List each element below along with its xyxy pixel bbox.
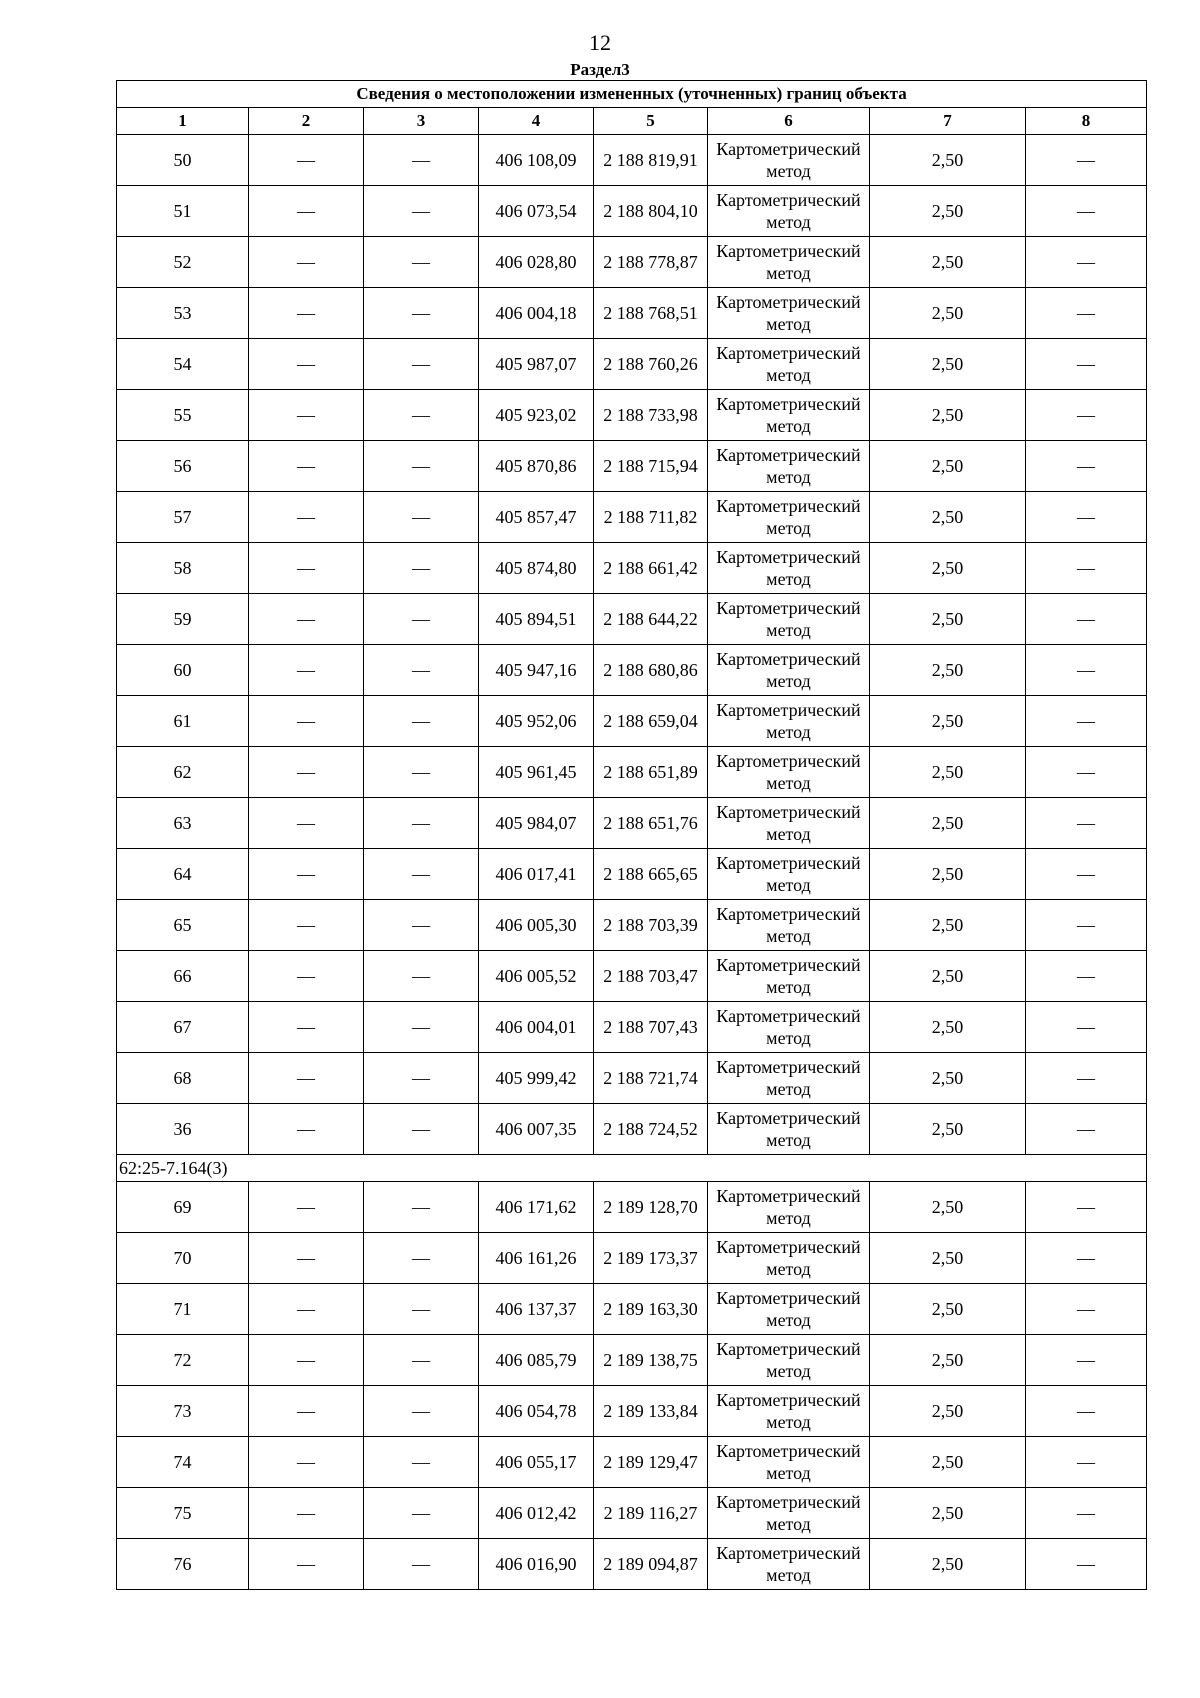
old-x-cell: — <box>249 594 364 645</box>
accuracy-cell: 2,50 <box>870 135 1026 186</box>
accuracy-cell: 2,50 <box>870 849 1026 900</box>
new-x-cell: 406 171,62 <box>479 1182 594 1233</box>
new-y-cell: 2 188 665,65 <box>594 849 708 900</box>
old-y-cell: — <box>364 1002 479 1053</box>
accuracy-cell: 2,50 <box>870 1437 1026 1488</box>
point-number: 72 <box>117 1335 249 1386</box>
new-x-cell: 406 137,37 <box>479 1284 594 1335</box>
new-y-cell: 2 189 163,30 <box>594 1284 708 1335</box>
description-cell: — <box>1026 798 1147 849</box>
new-y-cell: 2 188 644,22 <box>594 594 708 645</box>
old-y-cell: — <box>364 594 479 645</box>
description-cell: — <box>1026 1233 1147 1284</box>
description-cell: — <box>1026 645 1147 696</box>
point-number: 63 <box>117 798 249 849</box>
column-number: 6 <box>708 108 870 135</box>
new-y-cell: 2 188 721,74 <box>594 1053 708 1104</box>
new-y-cell: 2 188 715,94 <box>594 441 708 492</box>
new-y-cell: 2 189 173,37 <box>594 1233 708 1284</box>
new-x-cell: 406 007,35 <box>479 1104 594 1155</box>
old-y-cell: — <box>364 696 479 747</box>
new-y-cell: 2 188 661,42 <box>594 543 708 594</box>
new-x-cell: 406 028,80 <box>479 237 594 288</box>
new-x-cell: 406 108,09 <box>479 135 594 186</box>
old-x-cell: — <box>249 1539 364 1590</box>
new-x-cell: 405 984,07 <box>479 798 594 849</box>
new-y-cell: 2 189 129,47 <box>594 1437 708 1488</box>
method-cell: Картометрический метод <box>708 492 870 543</box>
new-x-cell: 406 055,17 <box>479 1437 594 1488</box>
old-y-cell: — <box>364 849 479 900</box>
point-number: 76 <box>117 1539 249 1590</box>
accuracy-cell: 2,50 <box>870 237 1026 288</box>
new-x-cell: 406 161,26 <box>479 1233 594 1284</box>
method-cell: Картометрический метод <box>708 1233 870 1284</box>
group-label-row <box>117 1155 1147 1182</box>
method-cell: Картометрический метод <box>708 1053 870 1104</box>
accuracy-cell: 2,50 <box>870 1104 1026 1155</box>
old-y-cell: — <box>364 1488 479 1539</box>
new-y-cell: 2 189 128,70 <box>594 1182 708 1233</box>
description-cell: — <box>1026 543 1147 594</box>
table-row <box>117 237 1147 288</box>
column-number: 2 <box>249 108 364 135</box>
point-number: 68 <box>117 1053 249 1104</box>
description-cell: — <box>1026 594 1147 645</box>
table-row <box>117 849 1147 900</box>
method-cell: Картометрический метод <box>708 747 870 798</box>
old-y-cell: — <box>364 900 479 951</box>
new-y-cell: 2 189 133,84 <box>594 1386 708 1437</box>
new-y-cell: 2 188 651,76 <box>594 798 708 849</box>
description-cell: — <box>1026 1002 1147 1053</box>
method-cell: Картометрический метод <box>708 186 870 237</box>
method-cell: Картометрический метод <box>708 1386 870 1437</box>
point-number: 66 <box>117 951 249 1002</box>
table-row <box>117 135 1147 186</box>
description-cell: — <box>1026 492 1147 543</box>
new-y-cell: 2 189 116,27 <box>594 1488 708 1539</box>
description-cell: — <box>1026 186 1147 237</box>
accuracy-cell: 2,50 <box>870 1002 1026 1053</box>
accuracy-cell: 2,50 <box>870 798 1026 849</box>
old-y-cell: — <box>364 135 479 186</box>
table-row <box>117 900 1147 951</box>
new-y-cell: 2 188 819,91 <box>594 135 708 186</box>
method-cell: Картометрический метод <box>708 1002 870 1053</box>
description-cell: — <box>1026 1335 1147 1386</box>
old-x-cell: — <box>249 492 364 543</box>
table-row <box>117 1053 1147 1104</box>
table-row <box>117 1386 1147 1437</box>
point-number: 55 <box>117 390 249 441</box>
point-number: 61 <box>117 696 249 747</box>
new-y-cell: 2 189 094,87 <box>594 1539 708 1590</box>
old-x-cell: — <box>249 645 364 696</box>
old-y-cell: — <box>364 288 479 339</box>
point-number: 64 <box>117 849 249 900</box>
accuracy-cell: 2,50 <box>870 900 1026 951</box>
accuracy-cell: 2,50 <box>870 645 1026 696</box>
new-y-cell: 2 188 804,10 <box>594 186 708 237</box>
accuracy-cell: 2,50 <box>870 1386 1026 1437</box>
point-number: 50 <box>117 135 249 186</box>
table-row <box>117 543 1147 594</box>
description-cell: — <box>1026 1539 1147 1590</box>
section-title: Раздел3 <box>570 60 630 79</box>
description-cell: — <box>1026 288 1147 339</box>
boundary-coordinates-table <box>116 80 1147 1590</box>
old-y-cell: — <box>364 1437 479 1488</box>
column-number: 1 <box>117 108 249 135</box>
old-y-cell: — <box>364 1539 479 1590</box>
accuracy-cell: 2,50 <box>870 492 1026 543</box>
new-x-cell: 405 987,07 <box>479 339 594 390</box>
old-x-cell: — <box>249 390 364 441</box>
new-x-cell: 405 947,16 <box>479 645 594 696</box>
column-number: 8 <box>1026 108 1147 135</box>
old-y-cell: — <box>364 441 479 492</box>
method-cell: Картометрический метод <box>708 1488 870 1539</box>
old-y-cell: — <box>364 1284 479 1335</box>
old-x-cell: — <box>249 951 364 1002</box>
method-cell: Картометрический метод <box>708 1182 870 1233</box>
old-x-cell: — <box>249 1182 364 1233</box>
old-y-cell: — <box>364 1233 479 1284</box>
old-x-cell: — <box>249 1233 364 1284</box>
new-x-cell: 406 017,41 <box>479 849 594 900</box>
description-cell: — <box>1026 390 1147 441</box>
point-number: 54 <box>117 339 249 390</box>
point-number: 69 <box>117 1182 249 1233</box>
method-cell: Картометрический метод <box>708 951 870 1002</box>
old-x-cell: — <box>249 1053 364 1104</box>
point-number: 51 <box>117 186 249 237</box>
new-y-cell: 2 188 760,26 <box>594 339 708 390</box>
old-x-cell: — <box>249 1104 364 1155</box>
new-y-cell: 2 188 707,43 <box>594 1002 708 1053</box>
accuracy-cell: 2,50 <box>870 339 1026 390</box>
method-cell: Картометрический метод <box>708 1104 870 1155</box>
table-row <box>117 1104 1147 1155</box>
accuracy-cell: 2,50 <box>870 594 1026 645</box>
old-x-cell: — <box>249 288 364 339</box>
point-number: 75 <box>117 1488 249 1539</box>
method-cell: Картометрический метод <box>708 1335 870 1386</box>
old-y-cell: — <box>364 1335 479 1386</box>
new-x-cell: 405 961,45 <box>479 747 594 798</box>
table-row <box>117 288 1147 339</box>
old-y-cell: — <box>364 339 479 390</box>
table-row <box>117 1539 1147 1590</box>
accuracy-cell: 2,50 <box>870 288 1026 339</box>
accuracy-cell: 2,50 <box>870 441 1026 492</box>
table-caption-row <box>117 81 1147 108</box>
table-row <box>117 747 1147 798</box>
table-row <box>117 1233 1147 1284</box>
accuracy-cell: 2,50 <box>870 951 1026 1002</box>
description-cell: — <box>1026 135 1147 186</box>
old-y-cell: — <box>364 1104 479 1155</box>
old-x-cell: — <box>249 186 364 237</box>
old-x-cell: — <box>249 441 364 492</box>
accuracy-cell: 2,50 <box>870 543 1026 594</box>
column-number: 5 <box>594 108 708 135</box>
table-row <box>117 951 1147 1002</box>
old-x-cell: — <box>249 543 364 594</box>
point-number: 62 <box>117 747 249 798</box>
point-number: 60 <box>117 645 249 696</box>
accuracy-cell: 2,50 <box>870 1182 1026 1233</box>
new-x-cell: 406 005,30 <box>479 900 594 951</box>
method-cell: Картометрический метод <box>708 849 870 900</box>
table-row <box>117 1182 1147 1233</box>
accuracy-cell: 2,50 <box>870 1488 1026 1539</box>
old-x-cell: — <box>249 1488 364 1539</box>
point-number: 73 <box>117 1386 249 1437</box>
point-number: 67 <box>117 1002 249 1053</box>
new-x-cell: 406 012,42 <box>479 1488 594 1539</box>
old-x-cell: — <box>249 237 364 288</box>
new-y-cell: 2 189 138,75 <box>594 1335 708 1386</box>
page-number: 12 <box>589 30 611 55</box>
new-x-cell: 406 085,79 <box>479 1335 594 1386</box>
old-y-cell: — <box>364 390 479 441</box>
new-x-cell: 406 004,01 <box>479 1002 594 1053</box>
old-x-cell: — <box>249 849 364 900</box>
accuracy-cell: 2,50 <box>870 1539 1026 1590</box>
accuracy-cell: 2,50 <box>870 696 1026 747</box>
point-number: 56 <box>117 441 249 492</box>
table-row <box>117 390 1147 441</box>
column-number: 7 <box>870 108 1026 135</box>
old-x-cell: — <box>249 798 364 849</box>
description-cell: — <box>1026 1386 1147 1437</box>
table-caption: Сведения о местоположении измененных (уточненных) границ объекта <box>117 81 1147 108</box>
old-x-cell: — <box>249 900 364 951</box>
description-cell: — <box>1026 1104 1147 1155</box>
old-x-cell: — <box>249 1284 364 1335</box>
method-cell: Картометрический метод <box>708 594 870 645</box>
new-y-cell: 2 188 651,89 <box>594 747 708 798</box>
old-x-cell: — <box>249 339 364 390</box>
method-cell: Картометрический метод <box>708 237 870 288</box>
new-x-cell: 406 073,54 <box>479 186 594 237</box>
column-number-row <box>117 108 1147 135</box>
new-y-cell: 2 188 659,04 <box>594 696 708 747</box>
old-y-cell: — <box>364 1182 479 1233</box>
new-y-cell: 2 188 733,98 <box>594 390 708 441</box>
method-cell: Картометрический метод <box>708 696 870 747</box>
point-number: 74 <box>117 1437 249 1488</box>
table-row <box>117 594 1147 645</box>
new-y-cell: 2 188 778,87 <box>594 237 708 288</box>
new-y-cell: 2 188 768,51 <box>594 288 708 339</box>
method-cell: Картометрический метод <box>708 900 870 951</box>
old-x-cell: — <box>249 696 364 747</box>
old-x-cell: — <box>249 135 364 186</box>
old-y-cell: — <box>364 951 479 1002</box>
new-x-cell: 406 004,18 <box>479 288 594 339</box>
table-row <box>117 1335 1147 1386</box>
table-row <box>117 696 1147 747</box>
description-cell: — <box>1026 339 1147 390</box>
table-row <box>117 1437 1147 1488</box>
point-number: 71 <box>117 1284 249 1335</box>
method-cell: Картометрический метод <box>708 390 870 441</box>
old-y-cell: — <box>364 645 479 696</box>
new-x-cell: 406 005,52 <box>479 951 594 1002</box>
old-y-cell: — <box>364 1386 479 1437</box>
table-row <box>117 186 1147 237</box>
method-cell: Картометрический метод <box>708 288 870 339</box>
description-cell: — <box>1026 747 1147 798</box>
column-number: 4 <box>479 108 594 135</box>
new-x-cell: 405 952,06 <box>479 696 594 747</box>
method-cell: Картометрический метод <box>708 645 870 696</box>
new-y-cell: 2 188 724,52 <box>594 1104 708 1155</box>
accuracy-cell: 2,50 <box>870 1335 1026 1386</box>
old-x-cell: — <box>249 1335 364 1386</box>
description-cell: — <box>1026 849 1147 900</box>
old-y-cell: — <box>364 747 479 798</box>
point-number: 65 <box>117 900 249 951</box>
description-cell: — <box>1026 1284 1147 1335</box>
column-number: 3 <box>364 108 479 135</box>
table-row <box>117 645 1147 696</box>
new-x-cell: 405 999,42 <box>479 1053 594 1104</box>
method-cell: Картометрический метод <box>708 441 870 492</box>
accuracy-cell: 2,50 <box>870 1233 1026 1284</box>
old-y-cell: — <box>364 543 479 594</box>
group-label: 62:25-7.164(3) <box>117 1155 1147 1182</box>
table-row <box>117 1488 1147 1539</box>
description-cell: — <box>1026 441 1147 492</box>
old-x-cell: — <box>249 1437 364 1488</box>
table-row <box>117 339 1147 390</box>
point-number: 57 <box>117 492 249 543</box>
method-cell: Картометрический метод <box>708 135 870 186</box>
method-cell: Картометрический метод <box>708 798 870 849</box>
method-cell: Картометрический метод <box>708 543 870 594</box>
description-cell: — <box>1026 1437 1147 1488</box>
table-row <box>117 492 1147 543</box>
point-number: 36 <box>117 1104 249 1155</box>
point-number: 53 <box>117 288 249 339</box>
point-number: 70 <box>117 1233 249 1284</box>
point-number: 52 <box>117 237 249 288</box>
new-x-cell: 405 923,02 <box>479 390 594 441</box>
old-x-cell: — <box>249 747 364 798</box>
point-number: 58 <box>117 543 249 594</box>
method-cell: Картометрический метод <box>708 1539 870 1590</box>
description-cell: — <box>1026 237 1147 288</box>
new-y-cell: 2 188 680,86 <box>594 645 708 696</box>
new-x-cell: 405 870,86 <box>479 441 594 492</box>
accuracy-cell: 2,50 <box>870 1053 1026 1104</box>
new-x-cell: 405 857,47 <box>479 492 594 543</box>
new-x-cell: 406 054,78 <box>479 1386 594 1437</box>
new-y-cell: 2 188 703,39 <box>594 900 708 951</box>
new-y-cell: 2 188 703,47 <box>594 951 708 1002</box>
method-cell: Картометрический метод <box>708 1284 870 1335</box>
old-y-cell: — <box>364 492 479 543</box>
description-cell: — <box>1026 951 1147 1002</box>
accuracy-cell: 2,50 <box>870 186 1026 237</box>
old-x-cell: — <box>249 1002 364 1053</box>
old-y-cell: — <box>364 798 479 849</box>
method-cell: Картометрический метод <box>708 1437 870 1488</box>
accuracy-cell: 2,50 <box>870 1284 1026 1335</box>
method-cell: Картометрический метод <box>708 339 870 390</box>
description-cell: — <box>1026 900 1147 951</box>
table-row <box>117 441 1147 492</box>
new-y-cell: 2 188 711,82 <box>594 492 708 543</box>
point-number: 59 <box>117 594 249 645</box>
table-row <box>117 1284 1147 1335</box>
accuracy-cell: 2,50 <box>870 747 1026 798</box>
new-x-cell: 405 894,51 <box>479 594 594 645</box>
description-cell: — <box>1026 1053 1147 1104</box>
old-y-cell: — <box>364 1053 479 1104</box>
description-cell: — <box>1026 696 1147 747</box>
old-x-cell: — <box>249 1386 364 1437</box>
table-row <box>117 1002 1147 1053</box>
description-cell: — <box>1026 1182 1147 1233</box>
description-cell: — <box>1026 1488 1147 1539</box>
new-x-cell: 406 016,90 <box>479 1539 594 1590</box>
old-y-cell: — <box>364 186 479 237</box>
old-y-cell: — <box>364 237 479 288</box>
accuracy-cell: 2,50 <box>870 390 1026 441</box>
new-x-cell: 405 874,80 <box>479 543 594 594</box>
table-row <box>117 798 1147 849</box>
